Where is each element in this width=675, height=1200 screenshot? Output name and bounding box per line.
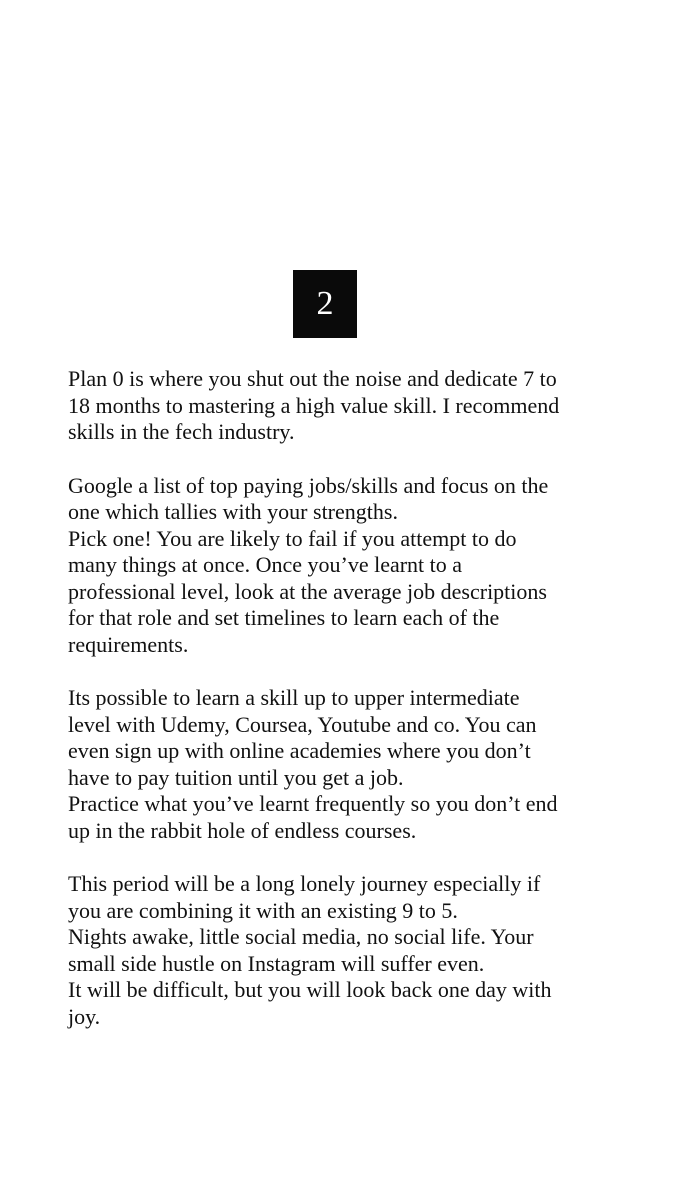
text-line: Its possible to learn a skill up to upper intermediate [68,685,520,710]
text-line: small side hustle on Instagram will suffer even. [68,950,485,976]
text-line: many things at once. Once you’ve learnt to a [68,552,463,577]
text-line: for that role and set timelines to learn each of the [68,605,500,630]
paragraph-plan-0 [68,366,638,446]
paragraph-learning-resources [68,685,638,844]
paragraph-pick-skill [68,473,638,659]
document-body [68,366,638,1057]
text-line: skills in the fech industry. [68,419,295,444]
text-line: have to pay tuition until you get a job. [68,764,404,790]
text-line: one which tallies with your strengths. [68,499,398,524]
text-line: level with Udemy, Coursea, Youtube and co. You can [68,711,537,737]
text-line: even sign up with online academies where you don’t [68,738,531,763]
text-line: Pick one! You are likely to fail if you attempt to do [68,525,517,551]
text-line: Google a list of top paying jobs/skills and focus on the [68,472,549,498]
text-line: requirements. [68,631,189,657]
text-line: It will be difficult, but you will look back one day with [68,977,552,1002]
text-line: joy. [68,1003,101,1029]
text-line: Practice what you’ve learnt frequently so you don’t end [68,791,558,816]
text-line: up in the rabbit hole of endless courses. [68,817,417,843]
text-line: This period will be a long lonely journey especially if [68,871,541,896]
text-line: you are combining it with an existing 9 to 5. [68,897,458,923]
page-number: 2 [316,285,334,322]
text-line: Plan 0 is where you shut out the noise and dedicate 7 to [68,366,557,391]
text-line: professional level, look at the average job descriptions [68,578,547,604]
page-number-badge [293,270,357,338]
text-line: 18 months to mastering a high value skill. I recommend [68,392,560,418]
paragraph-lonely-journey [68,871,638,1030]
text-line: Nights awake, little social media, no social life. Your [68,924,534,949]
